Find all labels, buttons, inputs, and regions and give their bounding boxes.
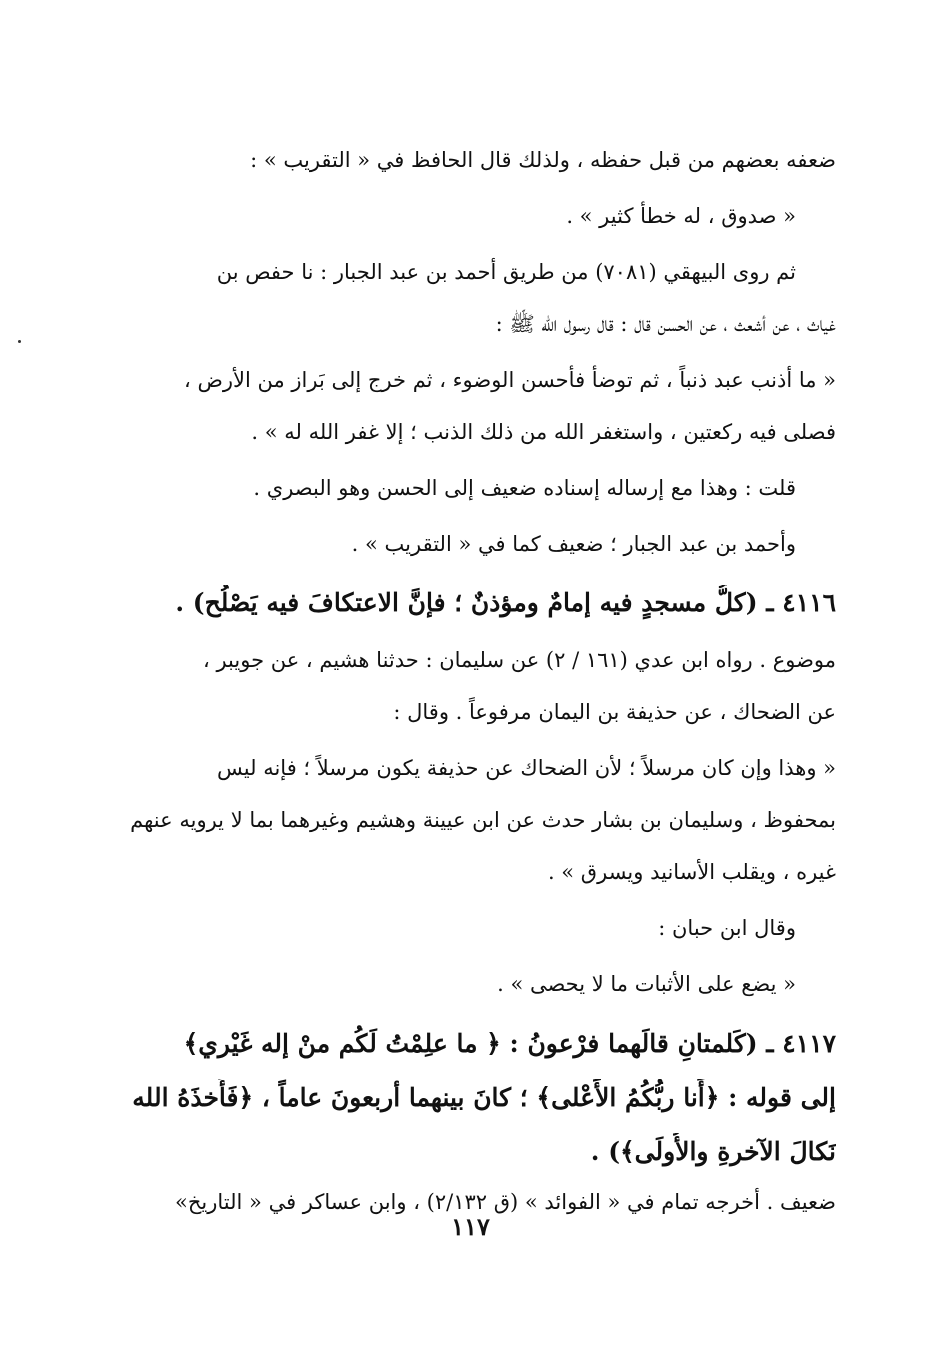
- quote-line: « ما أذنب عبد ذنباً ، ثم توضأ فأحسن الوضوء ، ثم خرج إلى بَراز من الأرض ،: [184, 368, 836, 392]
- page-body: [130, 145, 836, 1243]
- hadith-heading-4117-end: نَكالَ الآخرةِ والأُولَى﴾) .: [590, 1137, 836, 1166]
- text-line: قلت : وهذا مع إرساله إسناده ضعيف إلى الحسن وهو البصري .: [253, 476, 796, 500]
- text-line: عن الضحاك ، عن حذيفة بن اليمان مرفوعاً . وقال :: [393, 700, 836, 724]
- quote-line: « صدوق ، له خطأ كثير » .: [566, 204, 796, 228]
- text-line: غياث ، عن أشعث ، عن الحسن قال : قال رسول الله ﷺ :: [495, 312, 836, 336]
- hadith-heading-4116: ٤١١٦ ـ (كلُّ مسجدٍ فيه إمامٌ ومؤذنٌ ؛ فإنَّ الاعتكافَ فيه يَصْلُح) .: [175, 588, 836, 617]
- hadith-heading-4117: ٤١١٧ ـ (كَلمتانِ قالَهما فرْعونُ : ﴿ ما علِمْتُ لَكُم منْ إله غَيْري﴾: [183, 1029, 836, 1058]
- quote-line: غيره ، ويقلب الأسانيد ويسرق » .: [547, 860, 836, 884]
- text-line: موضوع . رواه ابن عدي (١٦١ / ٢) عن سليمان : حدثنا هشيم ، عن جويبر ،: [203, 648, 836, 672]
- text-line: ضعيف . أخرجه تمام في « الفوائد » (ق ٢/١٣٢) ، وابن عساكر في « التاريخ»: [175, 1190, 836, 1214]
- text-line: ضعفه بعضهم من قبل حفظه ، ولذلك قال الحافظ في « التقريب » :: [250, 148, 836, 172]
- quote-line: « وهذا وإن كان مرسلاً ؛ لأن الضحاك عن حذيفة يكون مرسلاً ؛ فإنه ليس: [217, 756, 836, 780]
- quote-line: بمحفوظ ، وسليمان بن بشار حدث عن ابن عيينة وهشيم وغيرهما بما لا يرويه عنهم: [130, 808, 836, 832]
- scan-speck: [18, 340, 21, 343]
- hadith-heading-4117-cont: إلى قوله : ﴿أَنا ربُّكُمُ الأَعْلى﴾ ؛ كانَ بينهما أربعونَ عاماً ، ﴿فَأَخذَهُ الله: [132, 1083, 836, 1112]
- quote-line: « يضع على الأثبات ما لا يحصى » .: [497, 972, 796, 996]
- text-line: وقال ابن حبان :: [658, 916, 796, 940]
- quote-line: فصلى فيه ركعتين ، واستغفر الله من ذلك الذنب ؛ إلا غفر الله له » .: [251, 420, 836, 444]
- text-line: وأحمد بن عبد الجبار ؛ ضعيف كما في « التقريب » .: [351, 532, 796, 556]
- page-number: ١١٧: [451, 1212, 490, 1241]
- text-line: ثم روى البيهقي (٧٠٨١) من طريق أحمد بن عبد الجبار : نا حفص بن: [216, 260, 796, 284]
